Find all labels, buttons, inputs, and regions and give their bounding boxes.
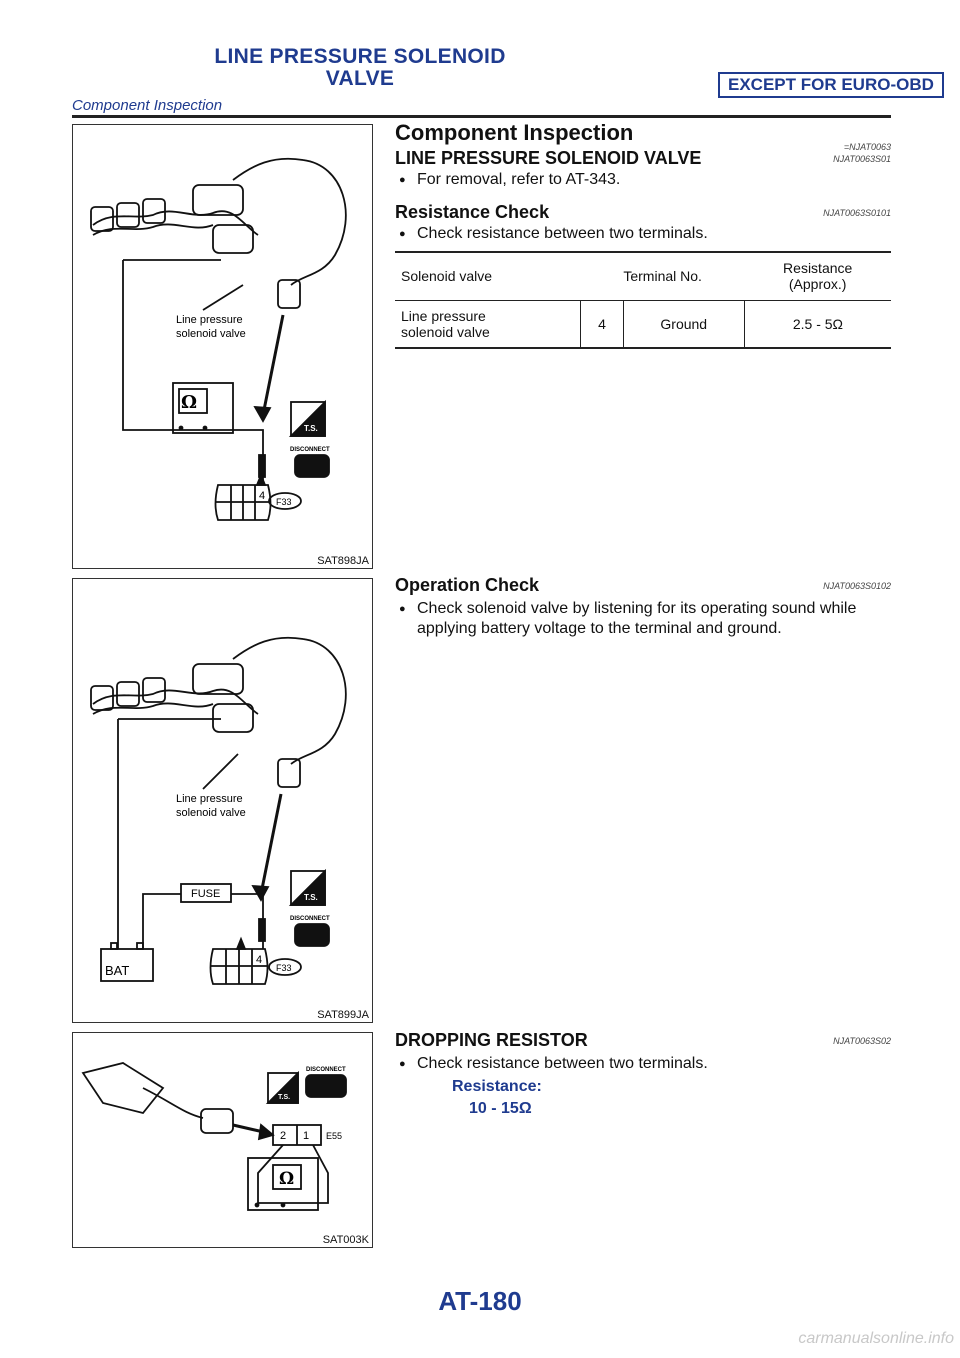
- page-number: AT-180: [438, 1286, 522, 1316]
- table-header-row: [395, 252, 891, 300]
- header-subtitle: Component Inspection: [72, 97, 223, 114]
- header-title-line2: VALVE: [325, 67, 395, 90]
- th-resistance-l2: (Approx.): [788, 276, 847, 293]
- td-valve-name-l2: solenoid valve: [401, 323, 490, 340]
- ohm-meter-icon: Ω: [181, 392, 198, 413]
- watermark: carmanualsonline.info: [798, 1330, 954, 1347]
- fig1-pin: 4: [259, 490, 266, 502]
- fig1-disconnect: DISCONNECT: [290, 447, 330, 453]
- fig2-bat: BAT: [105, 963, 130, 978]
- fig2-disconnect: DISCONNECT: [290, 916, 330, 922]
- td-valve-name: [395, 300, 581, 348]
- bullet-removal: ● For removal, refer to AT-343.: [395, 170, 891, 190]
- resistance-table: [395, 251, 891, 349]
- th-solenoid-valve: Solenoid valve: [395, 252, 581, 300]
- page-header-title: [0, 46, 720, 90]
- th-terminal-no: Terminal No.: [581, 252, 744, 300]
- bullet-operation-l2: applying battery voltage to the terminal and ground.: [417, 620, 782, 637]
- section-title-dropping: DROPPING RESISTOR: [395, 1030, 588, 1050]
- header-rule: [72, 115, 891, 118]
- bullet-dropping: ● Check resistance between two terminals.: [395, 1054, 891, 1074]
- fig1-label1: Line pressure: [176, 314, 243, 326]
- header-title-line1: LINE PRESSURE SOLENOID: [214, 45, 506, 68]
- figure-code-3: SAT003K: [322, 1234, 369, 1246]
- figure-code-2: SAT899JA: [317, 1009, 369, 1021]
- section-title-lpsv: LINE PRESSURE SOLENOID VALVE: [395, 148, 702, 168]
- td-terminal-2: Ground: [623, 300, 744, 348]
- ref-njat0063: =NJAT0063: [843, 142, 891, 152]
- fig2-ts: T.S.: [304, 893, 318, 902]
- section-title-resistance: Resistance Check: [395, 202, 550, 222]
- ohm-meter-icon-3: Ω: [279, 1169, 295, 1189]
- figure-sat003k: [72, 1032, 373, 1248]
- ref-njat0063s01: NJAT0063S01: [833, 154, 891, 164]
- figure-code-1: SAT898JA: [317, 555, 369, 567]
- td-valve-name-l1: Line pressure: [401, 307, 486, 324]
- fig3-pin-b: 1: [303, 1130, 310, 1142]
- fig1-connector: F33: [276, 497, 292, 507]
- table-row: [395, 300, 891, 348]
- section-title-operation: Operation Check: [395, 575, 540, 595]
- fig3-connector: E55: [326, 1131, 343, 1141]
- fig3-ts: T.S.: [278, 1094, 291, 1101]
- fig2-label1: Line pressure: [176, 793, 243, 805]
- wiring-diagram-1: [73, 125, 374, 570]
- fig2-fuse: FUSE: [191, 888, 221, 900]
- spec-resistance-value: 10 - 15Ω: [469, 1100, 532, 1117]
- bullet-resistance: ● Check resistance between two terminals.: [395, 224, 891, 244]
- fig2-pin: 4: [256, 954, 263, 966]
- fig1-label2: solenoid valve: [176, 328, 246, 340]
- fig3-pin-a: 2: [280, 1130, 287, 1142]
- header-badge: EXCEPT FOR EURO-OBD: [718, 72, 944, 98]
- bullet-operation: [395, 599, 891, 639]
- section-operation-check: [395, 575, 891, 639]
- fig1-ts: T.S.: [304, 424, 318, 433]
- section-title-component: Component Inspection: [395, 120, 634, 145]
- wiring-diagram-2: [73, 579, 374, 1024]
- wiring-diagram-3: [73, 1033, 374, 1249]
- th-resistance-l1: Resistance: [783, 260, 853, 277]
- ref-njat0063s0101: NJAT0063S0101: [823, 208, 891, 218]
- figure-sat898ja: [72, 124, 373, 569]
- section-component-inspection: [395, 120, 891, 349]
- th-resistance: [744, 252, 891, 300]
- ref-njat0063s0102: NJAT0063S0102: [823, 581, 891, 591]
- td-resistance: 2.5 - 5Ω: [744, 300, 891, 348]
- ref-njat0063s02: NJAT0063S02: [833, 1036, 891, 1046]
- bullet-operation-l1: ● Check solenoid valve by listening for its operating sound while: [417, 600, 857, 617]
- section-dropping-resistor: [395, 1030, 891, 1118]
- fig2-connector: F33: [276, 963, 292, 973]
- figure-sat899ja: [72, 578, 373, 1023]
- fig2-label2: solenoid valve: [176, 807, 246, 819]
- td-terminal-1: 4: [581, 300, 623, 348]
- fig3-disconnect: DISCONNECT: [306, 1067, 346, 1073]
- spec-resistance-label: Resistance:: [452, 1078, 542, 1095]
